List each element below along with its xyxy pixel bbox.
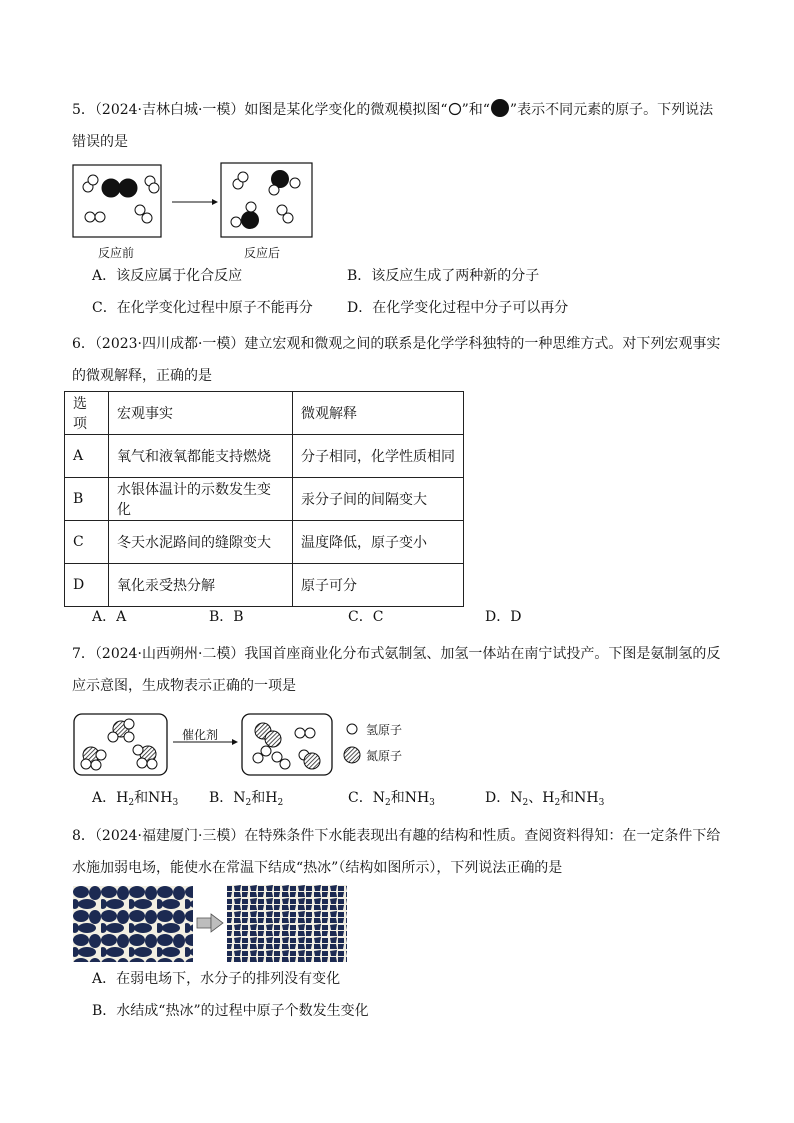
question-6	[72, 328, 724, 392]
table-row	[65, 564, 464, 607]
q6-option-a[interactable]: A．A	[92, 609, 127, 625]
q6-table	[64, 391, 464, 607]
table-header-row	[65, 392, 464, 435]
label-before-reaction: 反应前	[98, 246, 135, 260]
q7-option-d[interactable]: D．$N_2$、$H_2$和$NH_3$	[485, 790, 605, 808]
q7-option-a[interactable]: A．$H_2$和$NH_3$	[92, 790, 179, 808]
question-6-stem: 6．（2023·四川成都·一模）建立宏观和微观之间的联系是化学学科独特的一种思维方式。对下列宏观事实的微观解释，正确的是	[72, 336, 721, 384]
q7-option-c[interactable]: C．$N_2$和$NH_3$	[348, 790, 435, 808]
before-structure-image	[73, 886, 193, 962]
table-cell: D	[65, 564, 109, 607]
table-cell: 氧气和液氧都能支持燃烧	[109, 435, 293, 478]
before-box	[73, 165, 161, 237]
legend-nitrogen-icon	[343, 746, 361, 764]
table-cell: 冬天水泥路间的缝隙变大	[109, 521, 293, 564]
question-7-stem: 7．（2024·山西朔州·二模）我国首座商业化分布式氨制氢、加氢一体站在南宁试投产。下图是氨制氢的反应示意图，生成物表示正确的一项是	[72, 646, 721, 694]
label-after-reaction: 反应后	[244, 246, 281, 260]
black-atom-icon	[490, 98, 510, 118]
q5-options-row-2	[92, 297, 724, 329]
q7-options	[92, 787, 724, 819]
table-row	[65, 478, 464, 521]
question-7	[72, 638, 724, 702]
q8-option-a[interactable]: A．在弱电场下，水分子的排列没有变化	[92, 971, 341, 987]
q6-option-c[interactable]: C．C	[348, 609, 384, 625]
table-cell: 分子相同，化学性质相同	[293, 435, 464, 478]
question-5	[72, 94, 724, 158]
q8-hot-ice-figure	[73, 885, 348, 963]
question-8	[72, 820, 724, 884]
table-header-cell: 选项	[65, 392, 109, 435]
q6-options	[92, 606, 724, 638]
table-header-cell: 微观解释	[293, 392, 464, 435]
legend-nitrogen-label: 氮原子	[366, 749, 403, 763]
q5-option-d[interactable]: D．在化学变化过程中分子可以再分	[347, 300, 569, 316]
q7-option-b[interactable]: B．$N_2$和$H_2$	[209, 790, 284, 808]
q8-option-a-row	[92, 968, 724, 1000]
table-cell: 汞分子间的间隔变大	[293, 478, 464, 521]
q5-option-b[interactable]: B．该反应生成了两种新的分子	[347, 268, 540, 284]
table-cell: 氧化汞受热分解	[109, 564, 293, 607]
q5-options-row-1	[92, 265, 724, 297]
table-cell: 原子可分	[293, 564, 464, 607]
catalyst-label: 催化剂	[182, 728, 219, 742]
q7-reaction-figure	[72, 712, 352, 778]
after-structure-image	[227, 885, 347, 962]
q8-option-b-row	[92, 1000, 724, 1032]
q8-option-b[interactable]: B．水结成“热冰”的过程中原子个数发生变化	[92, 1003, 369, 1019]
arrow-right-icon	[197, 914, 223, 932]
table-cell: C	[65, 521, 109, 564]
q6-option-b[interactable]: B．B	[209, 609, 244, 625]
q5-option-a[interactable]: A．该反应属于化合反应	[92, 268, 243, 284]
q5-option-c[interactable]: C．在化学变化过程中原子不能再分	[92, 300, 313, 316]
legend-hydrogen-icon	[345, 722, 359, 736]
table-row	[65, 521, 464, 564]
question-5-stem: 5．（2024·吉林白城·一模）如图是某化学变化的微观模拟图“ ”和“ ”表示不同元素的原子。下列说法错误的是	[72, 94, 724, 158]
table-cell: 温度降低，原子变小	[293, 521, 464, 564]
legend-hydrogen-label: 氢原子	[366, 723, 403, 737]
white-atom-icon	[448, 102, 462, 116]
table-row	[65, 435, 464, 478]
table-cell: B	[65, 478, 109, 521]
question-8-stem: 8．（2024·福建厦门·三模）在特殊条件下水能表现出有趣的结构和性质。查阅资料得知：在一定条件下给水施加弱电场，能使水在常温下结成“热冰”（结构如图所示），下列说法正确的是	[72, 828, 721, 876]
q6-option-d[interactable]: D．D	[485, 609, 522, 625]
table-cell: 水银体温计的示数发生变化	[109, 478, 293, 521]
table-header-cell: 宏观事实	[109, 392, 293, 435]
table-cell: A	[65, 435, 109, 478]
